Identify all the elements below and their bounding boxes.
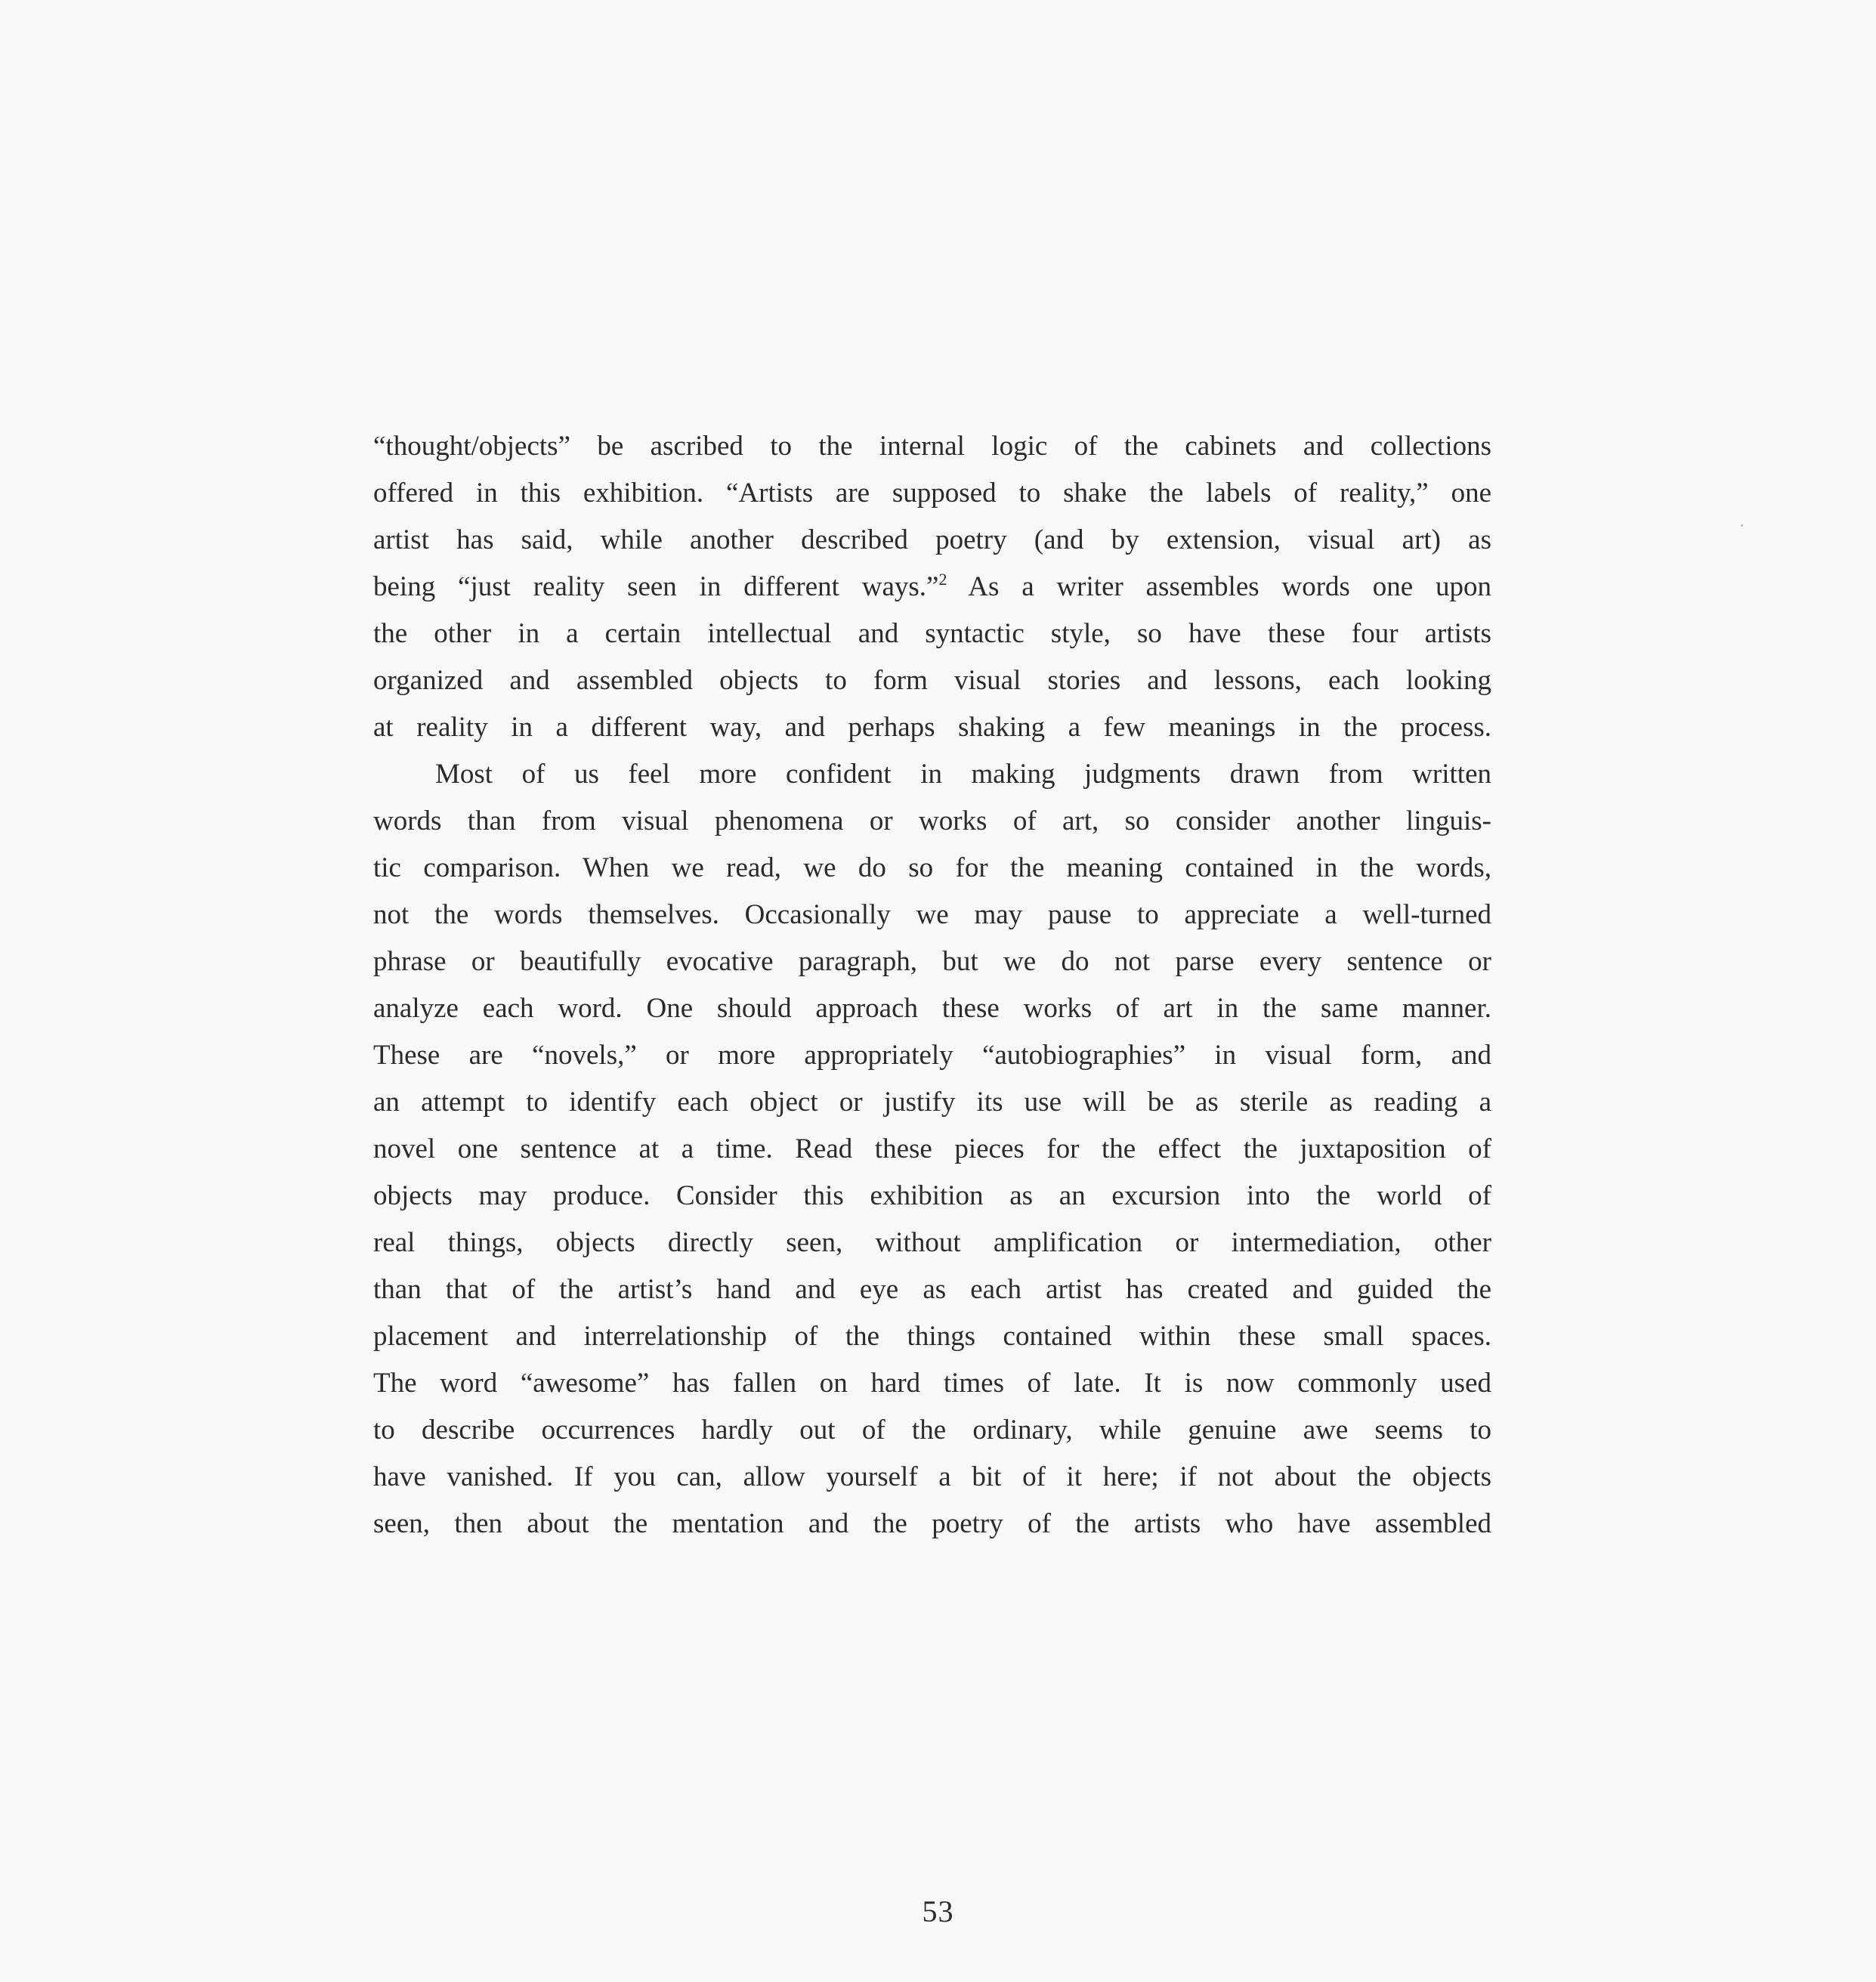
text-line-head: being “just reality seen in different ways.” xyxy=(373,571,939,602)
text-line: analyze each word. One should approach these works of art in the same manner. xyxy=(373,993,1491,1024)
text-line: offered in this exhibition. “Artists are supposed to shake the labels of reality,” one xyxy=(373,478,1491,509)
footnote-reference: 2 xyxy=(938,570,947,589)
text-line: The word “awesome” has fallen on hard times of late. It is now commonly used xyxy=(373,1368,1491,1399)
page-number: 53 xyxy=(922,1894,954,1928)
text-line: than that of the artist’s hand and eye as each artist has created and guided the xyxy=(373,1274,1491,1305)
text-line: to describe occurrences hardly out of the ordinary, while genuine awe seems to xyxy=(373,1415,1491,1446)
text-line: objects may produce. Consider this exhibition as an excursion into the world of xyxy=(373,1180,1491,1211)
text-line: an attempt to identify each object or justify its use will be as sterile as reading a xyxy=(373,1087,1491,1118)
text-line: at reality in a different way, and perhaps shaking a few meanings in the process. xyxy=(373,712,1491,743)
text-line: tic comparison. When we read, we do so for the meaning contained in the words, xyxy=(373,852,1491,883)
text-line: Most of us feel more confident in making judgments drawn from written xyxy=(435,759,1491,790)
text-line xyxy=(373,564,1491,611)
text-line: the other in a certain intellectual and syntactic style, so have these four artists xyxy=(373,618,1491,649)
text-line: phrase or beautifully evocative paragraph, but we do not parse every sentence or xyxy=(373,946,1491,977)
text-line: not the words themselves. Occasionally we may pause to appreciate a well-turned xyxy=(373,899,1491,930)
text-line: placement and interrelationship of the things contained within these small spaces. xyxy=(373,1321,1491,1352)
text-line: real things, objects directly seen, without amplification or intermediation, other xyxy=(373,1227,1491,1258)
text-line: organized and assembled objects to form visual stories and lessons, each looking xyxy=(373,665,1491,696)
body-text xyxy=(373,423,1491,1548)
paragraph-1 xyxy=(373,423,1491,751)
text-line: words than from visual phenomena or works of art, so consider another linguis- xyxy=(373,805,1491,836)
text-line: seen, then about the mentation and the poetry of the artists who have assembled xyxy=(373,1508,1491,1539)
text-line: have vanished. If you can, allow yourself a bit of it here; if not about the objects xyxy=(373,1461,1491,1492)
text-line-tail: As a writer assembles words one upon xyxy=(947,571,1491,602)
paper-speck xyxy=(1741,524,1743,527)
text-line: These are “novels,” or more appropriately “autobiographies” in visual form, and xyxy=(373,1040,1491,1071)
text-line: artist has said, while another described poetry (and by extension, visual art) as xyxy=(373,524,1491,555)
paragraph-2 xyxy=(373,751,1491,1548)
text-line: “thought/objects” be ascribed to the internal logic of the cabinets and collections xyxy=(373,431,1491,462)
text-line: novel one sentence at a time. Read these pieces for the effect the juxtaposition of xyxy=(373,1133,1491,1164)
